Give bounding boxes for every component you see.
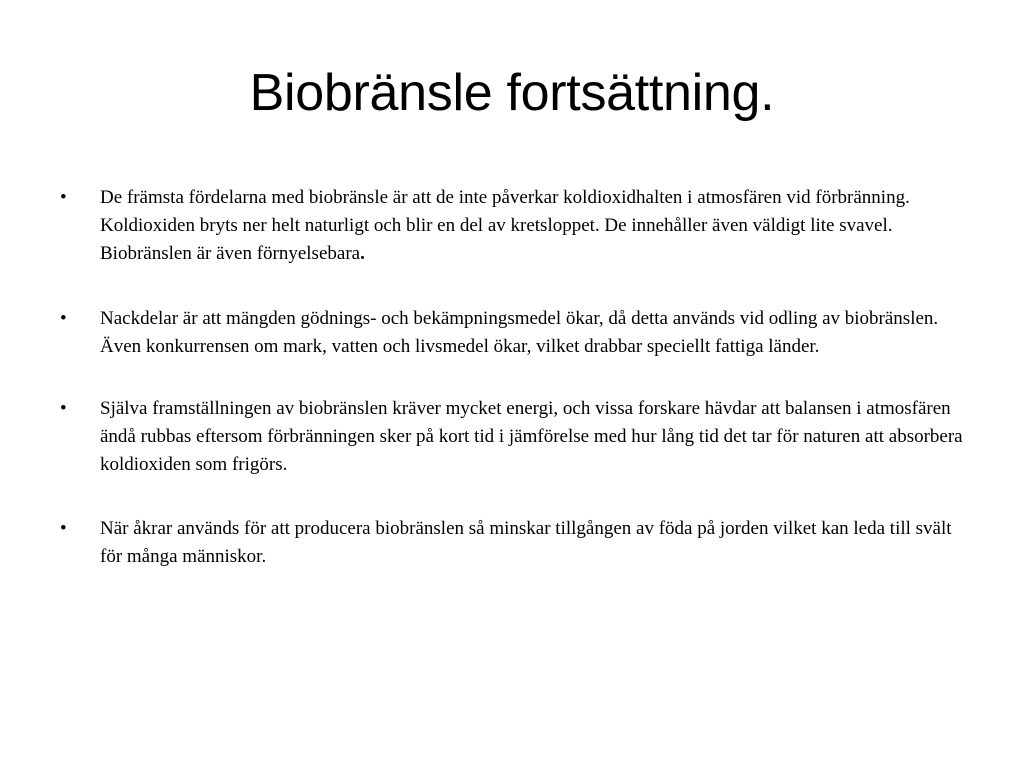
- bullet-list: [60, 184, 970, 608]
- bullet-text: Själva framställningen av biobränslen kräver mycket energi, och vissa forskare hävdar att balansen i atmosfären ändå rubbas eftersom förbränningen sker på kort tid i jämförelse med hur lång tid det tar för naturen att absorbera koldioxiden som frigörs.: [100, 398, 963, 475]
- bullet-item-disadvantages: [60, 305, 970, 361]
- bullet-text: De främsta fördelarna med biobränsle är att de inte påverkar koldioxidhalten i atmosfären vid förbränning. Koldioxiden bryts ner helt naturligt och blir en del av kretsloppet. De innehåller även väldigt lite svavel. Biobränslen är även förnyelsebara: [100, 187, 910, 264]
- bullet-icon: •: [60, 308, 67, 329]
- bullet-item-food-supply: [60, 515, 970, 571]
- bullet-text: Nackdelar är att mängden gödnings- och bekämpningsmedel ökar, då detta används vid odling av biobränslen. Även konkurrensen om mark, vatten och livsmedel ökar, vilket drabbar speciellt fattiga länder.: [100, 308, 939, 357]
- bullet-text: När åkrar används för att producera biobränslen så minskar tillgången av föda på jorden vilket kan leda till svält för många människor.: [100, 518, 952, 567]
- bullet-text-end: .: [360, 243, 365, 264]
- bullet-icon: •: [60, 398, 67, 419]
- slide-title: Biobränsle fortsättning.: [249, 64, 775, 122]
- bullet-icon: •: [60, 518, 67, 539]
- bullet-item-production-energy: [60, 395, 970, 479]
- bullet-item-advantages: [60, 184, 970, 268]
- bullet-icon: •: [60, 187, 67, 208]
